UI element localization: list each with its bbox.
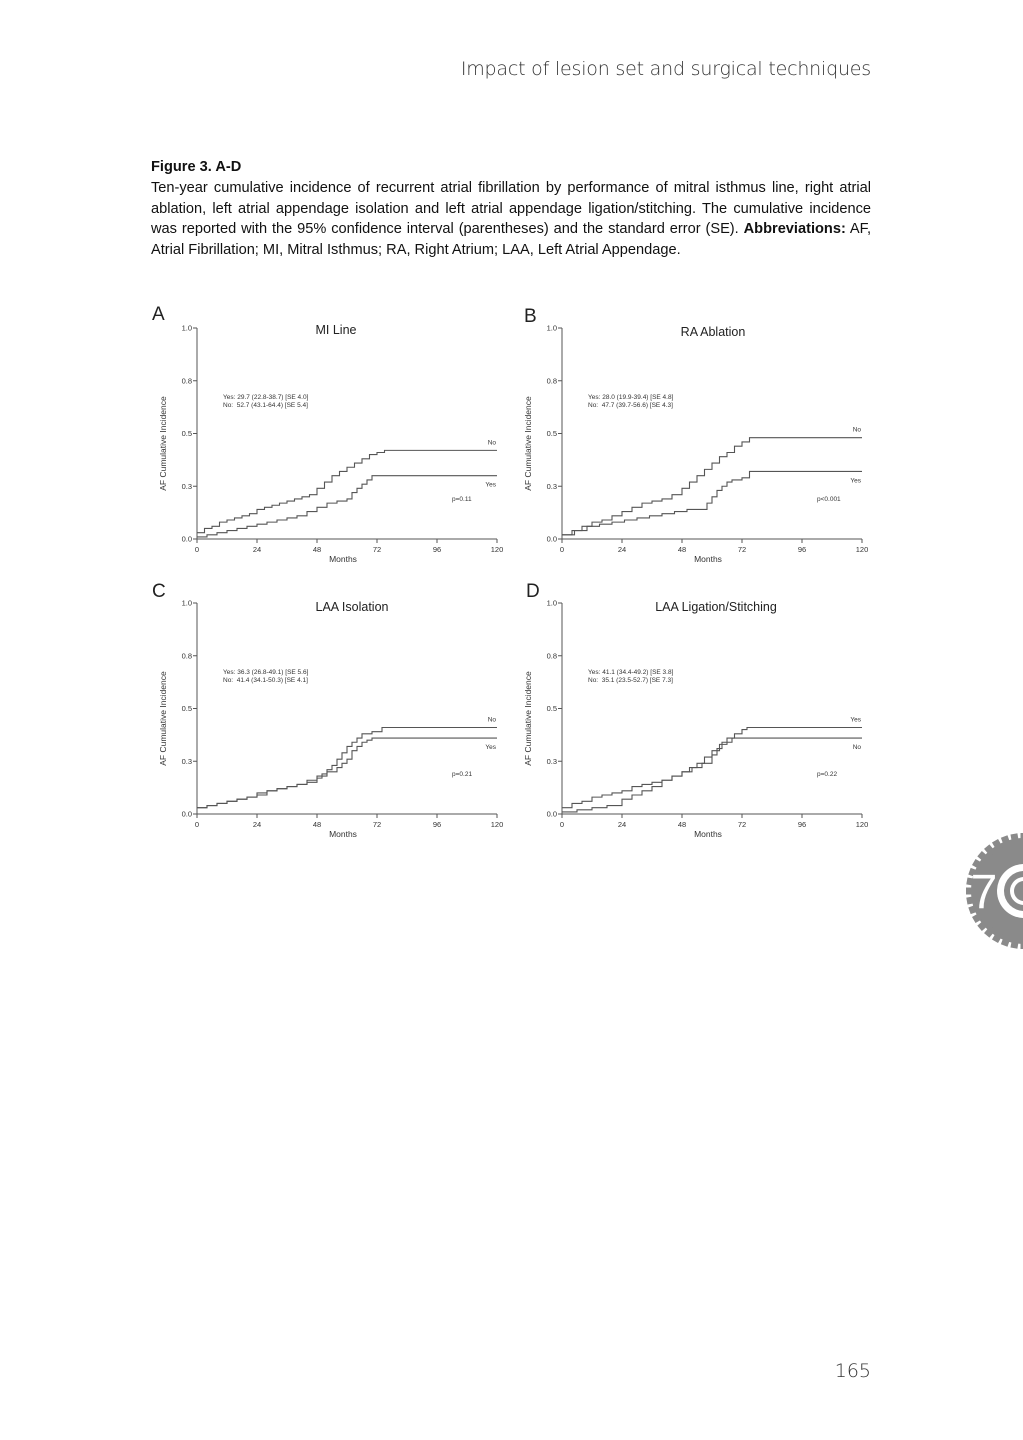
- p-value: p=0.11: [452, 496, 472, 503]
- x-tick-label: 120: [855, 820, 869, 829]
- x-tick-label: 72: [737, 545, 747, 554]
- x-tick-label: 0: [559, 820, 565, 829]
- panel-letter: B: [524, 306, 537, 327]
- figure-title: Figure 3. A-D: [151, 159, 242, 175]
- x-tick-label: 120: [855, 545, 869, 554]
- y-tick-label: 0.5: [181, 429, 192, 438]
- panel-letter: D: [526, 581, 540, 602]
- series-line-yes: [562, 727, 862, 807]
- x-tick-label: 96: [797, 545, 807, 554]
- series-label-no: No: [852, 426, 861, 434]
- series-line-yes: [197, 476, 497, 537]
- y-tick-label: 0.3: [546, 756, 557, 766]
- series-label-yes: Yes: [850, 716, 861, 724]
- y-tick-label: 0.0: [181, 809, 192, 819]
- chart-panel-d: [523, 581, 868, 839]
- page-number: 165: [834, 1360, 871, 1382]
- x-tick-label: 48: [312, 545, 322, 554]
- x-tick-label: 0: [194, 545, 200, 554]
- caption-text: Ten-year cumulative incidence of recurrent atrial fibrillation by performance of mitral isthmus line, right atrial ablation, left atrial appendage isolation and left atrial appendage ligation/stitching. The cumulative incidence was reported with the 95% confidence interval (parentheses) and the standard error (SE).: [151, 179, 871, 238]
- abbreviations-text: AF, Atrial Fibrillation; MI, Mitral Isthmus; RA, Right Atrium; LAA, Left Atrial Appendage.: [151, 221, 871, 259]
- incidence-annotation: Yes: 36.3 (26.8-49.1) [SE 5.6]: [223, 669, 309, 676]
- chart-title: LAA Ligation/Stitching: [655, 600, 777, 614]
- chart-title: LAA Isolation: [315, 600, 389, 614]
- x-tick-label: 96: [432, 820, 442, 829]
- panel-letter: C: [152, 581, 166, 602]
- y-tick-label: 0.5: [546, 704, 557, 713]
- y-tick-label: 0.5: [546, 429, 557, 438]
- x-tick-label: 72: [372, 820, 382, 829]
- y-tick-label: 0.0: [546, 809, 557, 819]
- x-tick-label: 48: [312, 820, 322, 829]
- p-value: p<0.001: [817, 496, 841, 503]
- x-tick-label: 0: [194, 820, 200, 829]
- y-axis-label: AF Cumulative Incidence: [158, 396, 168, 491]
- series-label-yes: Yes: [850, 477, 861, 485]
- incidence-annotation: No: 41.4 (34.1-50.3) [SE 4.1]: [223, 677, 308, 684]
- y-tick-label: 1.0: [181, 598, 192, 608]
- x-tick-label: 96: [797, 820, 807, 829]
- x-tick-label: 48: [677, 820, 687, 829]
- x-tick-label: 96: [432, 545, 442, 554]
- y-tick-label: 0.5: [181, 704, 192, 713]
- incidence-annotation: Yes: 28.0 (19.9-39.4) [SE 4.8]: [588, 394, 674, 401]
- x-tick-label: 120: [490, 820, 504, 829]
- series-line-no: [197, 450, 497, 532]
- chart-panel-a: [152, 304, 503, 564]
- y-axis-label: AF Cumulative Incidence: [158, 671, 168, 766]
- x-tick-label: 24: [252, 820, 262, 829]
- incidence-annotation: No: 52.7 (43.1-64.4) [SE 5.4]: [223, 402, 308, 409]
- x-tick-label: 120: [490, 545, 504, 554]
- x-tick-label: 24: [252, 545, 262, 554]
- chart-title: MI Line: [315, 323, 357, 337]
- y-axis-label: AF Cumulative Incidence: [523, 671, 533, 766]
- incidence-annotation: No: 35.1 (23.5-52.7) [SE 7.3]: [588, 677, 673, 684]
- chart-panel-c: [152, 581, 503, 839]
- panel-letter: A: [152, 304, 165, 325]
- incidence-annotation: Yes: 29.7 (22.8-38.7) [SE 4.0]: [223, 394, 309, 401]
- y-tick-label: 1.0: [546, 598, 557, 608]
- x-axis-label: Months: [694, 554, 722, 564]
- series-label-no: No: [487, 439, 496, 447]
- incidence-annotation: Yes: 41.1 (34.4-49.2) [SE 3.8]: [588, 669, 674, 676]
- series-line-no: [562, 438, 862, 535]
- x-tick-label: 72: [737, 820, 747, 829]
- series-label-yes: Yes: [485, 744, 496, 752]
- y-tick-label: 0.8: [546, 376, 557, 386]
- x-tick-label: 24: [617, 545, 627, 554]
- y-tick-label: 0.8: [181, 376, 192, 386]
- series-label-yes: Yes: [485, 481, 496, 489]
- y-tick-label: 0.8: [181, 651, 192, 661]
- chart-title: RA Ablation: [680, 325, 746, 339]
- y-axis-label: AF Cumulative Incidence: [523, 396, 533, 491]
- y-tick-label: 0.3: [181, 756, 192, 766]
- x-axis-label: Months: [694, 829, 722, 839]
- chapter-tab: [962, 832, 1023, 950]
- y-tick-label: 0.3: [546, 481, 557, 491]
- x-tick-label: 48: [677, 545, 687, 554]
- abbreviations-label: Abbreviations:: [743, 221, 846, 238]
- series-line-yes: [562, 471, 862, 534]
- y-tick-label: 0.0: [181, 534, 192, 544]
- y-tick-label: 1.0: [546, 323, 557, 333]
- y-tick-label: 1.0: [181, 323, 192, 333]
- chapter-number: 7: [970, 866, 998, 919]
- y-tick-label: 0.0: [546, 534, 557, 544]
- p-value: p=0.21: [452, 771, 473, 778]
- y-tick-label: 0.8: [546, 651, 557, 661]
- series-label-no: No: [852, 744, 861, 752]
- y-tick-label: 0.3: [181, 481, 192, 491]
- x-tick-label: 72: [372, 545, 382, 554]
- incidence-annotation: No: 47.7 (39.7-56.6) [SE 4.3]: [588, 402, 673, 409]
- running-head: Impact of lesion set and surgical techniques: [460, 58, 871, 80]
- x-tick-label: 0: [559, 545, 565, 554]
- chart-panel-b: [523, 306, 868, 564]
- x-axis-label: Months: [329, 829, 357, 839]
- series-label-no: No: [487, 716, 496, 724]
- p-value: p=0.22: [817, 771, 838, 778]
- x-axis-label: Months: [329, 554, 357, 564]
- series-line-no: [197, 727, 497, 807]
- x-tick-label: 24: [617, 820, 627, 829]
